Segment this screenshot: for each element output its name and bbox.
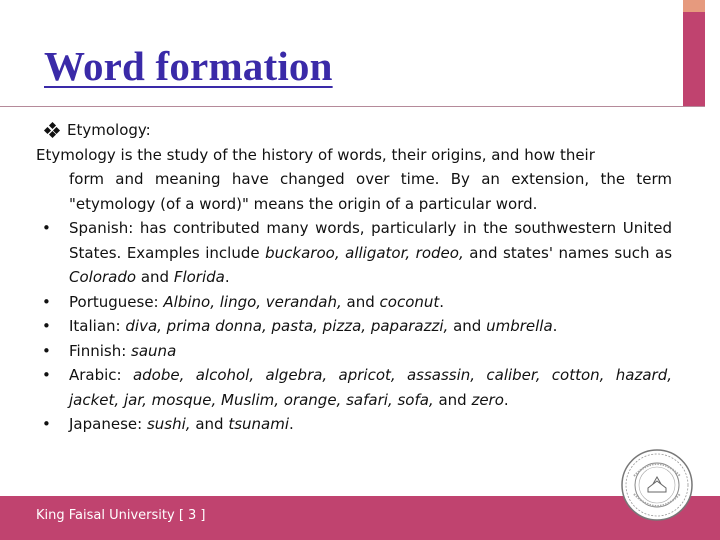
university-seal-logo — [620, 448, 694, 522]
slide-body — [36, 118, 672, 437]
language-text: and — [341, 292, 380, 311]
list-item-spanish — [36, 216, 672, 290]
bullet-icon: • — [42, 366, 51, 384]
language-examples: Colorado — [69, 268, 137, 286]
language-examples: adobe, alcohol, algebra, apricot, assassin, caliber, cotton, hazard, jacket, jar, mosque, Muslim, orange, safari, sofa, — [69, 366, 672, 409]
section-heading-text: Etymology: — [67, 121, 151, 139]
language-text: and — [190, 415, 229, 433]
language-text: and — [136, 268, 174, 286]
top-accent-bar — [683, 0, 705, 107]
intro-paragraph — [36, 143, 672, 217]
language-text: and — [433, 390, 472, 409]
list-item-japanese — [36, 412, 672, 437]
bullet-icon: • — [42, 219, 51, 237]
language-label: Arabic: — [69, 366, 122, 384]
language-text: . — [289, 415, 294, 433]
language-text — [122, 366, 133, 384]
language-examples: zero — [471, 390, 504, 409]
language-examples: coconut — [379, 292, 440, 311]
intro-lead: Etymology is the study of the history of words, their origins, and how their — [36, 145, 595, 164]
footer-bar — [0, 496, 720, 540]
language-label: Spanish: — [69, 219, 134, 237]
language-examples: buckaroo, alligator, rodeo, — [265, 243, 464, 262]
title-divider — [0, 106, 705, 107]
language-text: has contributed many words, particularly in the southwestern United States. Examples include — [69, 219, 672, 262]
language-text: . — [503, 390, 509, 409]
language-examples: Florida — [173, 268, 225, 286]
list-item-italian — [36, 314, 672, 339]
intro-rest: form and meaning have changed over time. By an extension, the term "etymology (of a word)" means the origin of a particular word. — [69, 170, 672, 213]
footer-text: King Faisal University [ 3 ] — [36, 508, 206, 523]
language-label: Japanese: — [69, 415, 143, 433]
language-label: Italian: — [69, 317, 121, 335]
section-heading — [36, 118, 672, 143]
bullet-icon: • — [42, 415, 51, 433]
slide-title: Word formation — [44, 43, 333, 89]
diamond-bullet-icon — [45, 123, 59, 137]
language-examples: umbrella — [486, 317, 553, 335]
language-examples: diva, prima donna, pasta, pizza, paparazzi, — [125, 317, 449, 335]
list-item-arabic — [36, 363, 672, 412]
bullet-icon: • — [42, 341, 51, 360]
bullet-icon: • — [42, 292, 51, 311]
language-text: . — [552, 317, 558, 335]
list-item-portuguese — [36, 290, 672, 315]
bullet-icon: • — [42, 317, 51, 335]
language-examples: tsunami — [228, 415, 289, 433]
language-label: Portuguese: — [69, 292, 159, 311]
language-text: and states' names such as — [463, 243, 673, 262]
list-item-finnish — [36, 339, 672, 364]
language-examples: sushi, — [146, 415, 191, 433]
language-label: Finnish: — [69, 341, 127, 360]
language-text: . — [224, 268, 230, 286]
language-examples: Albino, lingo, verandah, — [163, 292, 342, 311]
language-text: . — [439, 292, 445, 311]
accent-bar-cap — [683, 0, 705, 12]
language-list — [36, 216, 672, 437]
language-text: and — [448, 317, 487, 335]
language-examples: sauna — [131, 341, 177, 360]
